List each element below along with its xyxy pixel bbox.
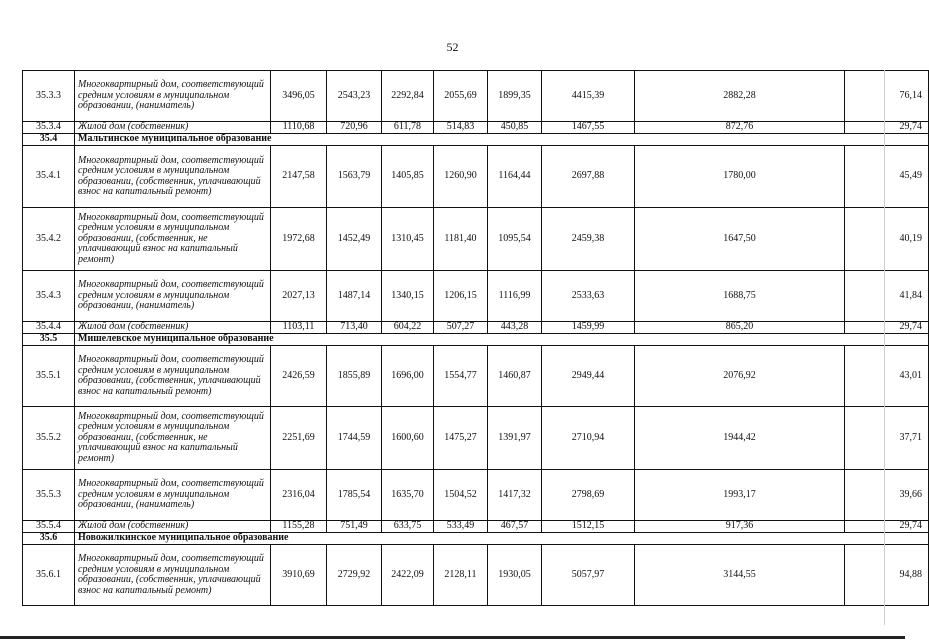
value-cell-c6: 2710,94 [542,407,635,470]
value-cell-c1: 1103,11 [271,322,327,334]
value-cell-c3: 604,22 [382,322,434,334]
table-row [23,71,929,122]
row-code: 35.4.3 [23,271,75,322]
value-cell-c1: 2147,58 [271,146,327,208]
row-code: 35.4.2 [23,208,75,271]
section-code: 35.6 [23,533,75,545]
value-cell-c4: 507,27 [434,322,488,334]
section-title: Мишелевское муниципальное образование [75,334,929,346]
value-cell-c5: 1095,54 [488,208,542,271]
value-cell-c1: 1972,68 [271,208,327,271]
value-cell-c8: 37,71 [845,407,929,470]
value-cell-c1: 3496,05 [271,71,327,122]
scan-bottom-edge [0,636,905,639]
table-row [23,470,929,521]
value-cell-c6: 2697,88 [542,146,635,208]
value-cell-c2: 2729,92 [327,545,382,606]
table-body [23,71,929,606]
value-cell-c2: 2543,23 [327,71,382,122]
value-cell-c4: 1554,77 [434,346,488,407]
value-cell-c6: 2949,44 [542,346,635,407]
value-cell-c8: 43,01 [845,346,929,407]
value-cell-c3: 1600,60 [382,407,434,470]
row-code: 35.3.3 [23,71,75,122]
value-cell-c3: 1696,00 [382,346,434,407]
value-cell-c8: 76,14 [845,71,929,122]
row-code: 35.4.4 [23,322,75,334]
value-cell-c6: 1512,15 [542,521,635,533]
value-cell-c5: 450,85 [488,122,542,134]
table-row [23,146,929,208]
row-code: 35.5.3 [23,470,75,521]
value-cell-c4: 1181,40 [434,208,488,271]
value-cell-c4: 1475,27 [434,407,488,470]
value-cell-c2: 1563,79 [327,146,382,208]
value-cell-c8: 29,74 [845,122,929,134]
table-row [23,208,929,271]
value-cell-c3: 633,75 [382,521,434,533]
row-description: Жилой дом (собственник) [75,122,271,134]
section-row [23,533,929,545]
value-cell-c8: 45,49 [845,146,929,208]
value-cell-c2: 1487,14 [327,271,382,322]
value-cell-c7: 2882,28 [635,71,845,122]
table-row [23,521,929,533]
section-row [23,134,929,146]
value-cell-c1: 2426,59 [271,346,327,407]
section-row [23,334,929,346]
value-cell-c2: 1855,89 [327,346,382,407]
section-code: 35.4 [23,134,75,146]
row-code: 35.5.2 [23,407,75,470]
value-cell-c2: 713,40 [327,322,382,334]
section-title: Мальтинское муниципальное образование [75,134,929,146]
value-cell-c3: 1340,15 [382,271,434,322]
value-cell-c4: 1206,15 [434,271,488,322]
value-cell-c1: 1110,68 [271,122,327,134]
table-row [23,122,929,134]
value-cell-c2: 1744,59 [327,407,382,470]
value-cell-c1: 2027,13 [271,271,327,322]
value-cell-c5: 1391,97 [488,407,542,470]
row-description: Многоквартирный дом, соответствующий средним условиям в муниципальном образовании, (собственник, уплачивающий взнос на капитальный ремонт) [75,346,271,407]
value-cell-c4: 2055,69 [434,71,488,122]
value-cell-c5: 1164,44 [488,146,542,208]
table-row [23,407,929,470]
row-code: 35.5.4 [23,521,75,533]
row-description: Многоквартирный дом, соответствующий средним условиям в муниципальном образовании, (собственник, не уплачивающий взнос на капитальный ремонт) [75,407,271,470]
row-code: 35.6.1 [23,545,75,606]
value-cell-c2: 1452,49 [327,208,382,271]
value-cell-c2: 720,96 [327,122,382,134]
table-row [23,322,929,334]
value-cell-c7: 917,36 [635,521,845,533]
value-cell-c6: 2798,69 [542,470,635,521]
value-cell-c7: 2076,92 [635,346,845,407]
value-cell-c3: 1405,85 [382,146,434,208]
table-row [23,271,929,322]
value-cell-c7: 872,76 [635,122,845,134]
tariff-table [22,70,929,606]
value-cell-c6: 4415,39 [542,71,635,122]
value-cell-c6: 1467,55 [542,122,635,134]
value-cell-c8: 40,19 [845,208,929,271]
value-cell-c2: 1785,54 [327,470,382,521]
value-cell-c5: 1460,87 [488,346,542,407]
row-description: Многоквартирный дом, соответствующий средним условиям в муниципальном образовании, (наниматель) [75,470,271,521]
table-row [23,346,929,407]
value-cell-c4: 1260,90 [434,146,488,208]
table-row [23,545,929,606]
value-cell-c8: 39,66 [845,470,929,521]
section-code: 35.5 [23,334,75,346]
row-description: Многоквартирный дом, соответствующий средним условиям в муниципальном образовании, (наниматель) [75,271,271,322]
row-description: Жилой дом (собственник) [75,521,271,533]
value-cell-c8: 29,74 [845,521,929,533]
value-cell-c7: 3144,55 [635,545,845,606]
value-cell-c5: 1116,99 [488,271,542,322]
value-cell-c3: 611,78 [382,122,434,134]
value-cell-c6: 1459,99 [542,322,635,334]
value-cell-c7: 1944,42 [635,407,845,470]
value-cell-c6: 2459,38 [542,208,635,271]
value-cell-c7: 1647,50 [635,208,845,271]
value-cell-c1: 1155,28 [271,521,327,533]
value-cell-c5: 1899,35 [488,71,542,122]
row-code: 35.5.1 [23,346,75,407]
value-cell-c8: 41,84 [845,271,929,322]
value-cell-c8: 29,74 [845,322,929,334]
row-description: Многоквартирный дом, соответствующий средним условиям в муниципальном образовании, (наниматель) [75,71,271,122]
row-description: Многоквартирный дом, соответствующий средним условиям в муниципальном образовании, (собственник, не уплачивающий взнос на капитальный ремонт) [75,208,271,271]
value-cell-c5: 467,57 [488,521,542,533]
value-cell-c8: 94,88 [845,545,929,606]
row-description: Многоквартирный дом, соответствующий средним условиям в муниципальном образовании, (собственник, уплачивающий взнос на капитальный ремонт) [75,146,271,208]
value-cell-c3: 1635,70 [382,470,434,521]
row-description: Жилой дом (собственник) [75,322,271,334]
value-cell-c5: 1930,05 [488,545,542,606]
value-cell-c3: 1310,45 [382,208,434,271]
value-cell-c4: 533,49 [434,521,488,533]
scan-edge-line [884,70,885,625]
value-cell-c7: 1688,75 [635,271,845,322]
value-cell-c4: 2128,11 [434,545,488,606]
value-cell-c6: 2533,63 [542,271,635,322]
value-cell-c2: 751,49 [327,521,382,533]
page-number: 52 [446,40,459,54]
value-cell-c4: 514,83 [434,122,488,134]
row-code: 35.4.1 [23,146,75,208]
value-cell-c4: 1504,52 [434,470,488,521]
value-cell-c3: 2292,84 [382,71,434,122]
value-cell-c5: 443,28 [488,322,542,334]
value-cell-c1: 3910,69 [271,545,327,606]
row-description: Многоквартирный дом, соответствующий средним условиям в муниципальном образовании, (собственник, уплачивающий взнос на капитальный ремонт) [75,545,271,606]
value-cell-c1: 2316,04 [271,470,327,521]
section-title: Новожилкинское муниципальное образование [75,533,929,545]
row-code: 35.3.4 [23,122,75,134]
value-cell-c7: 865,20 [635,322,845,334]
value-cell-c7: 1780,00 [635,146,845,208]
value-cell-c3: 2422,09 [382,545,434,606]
value-cell-c7: 1993,17 [635,470,845,521]
value-cell-c5: 1417,32 [488,470,542,521]
value-cell-c1: 2251,69 [271,407,327,470]
value-cell-c6: 5057,97 [542,545,635,606]
